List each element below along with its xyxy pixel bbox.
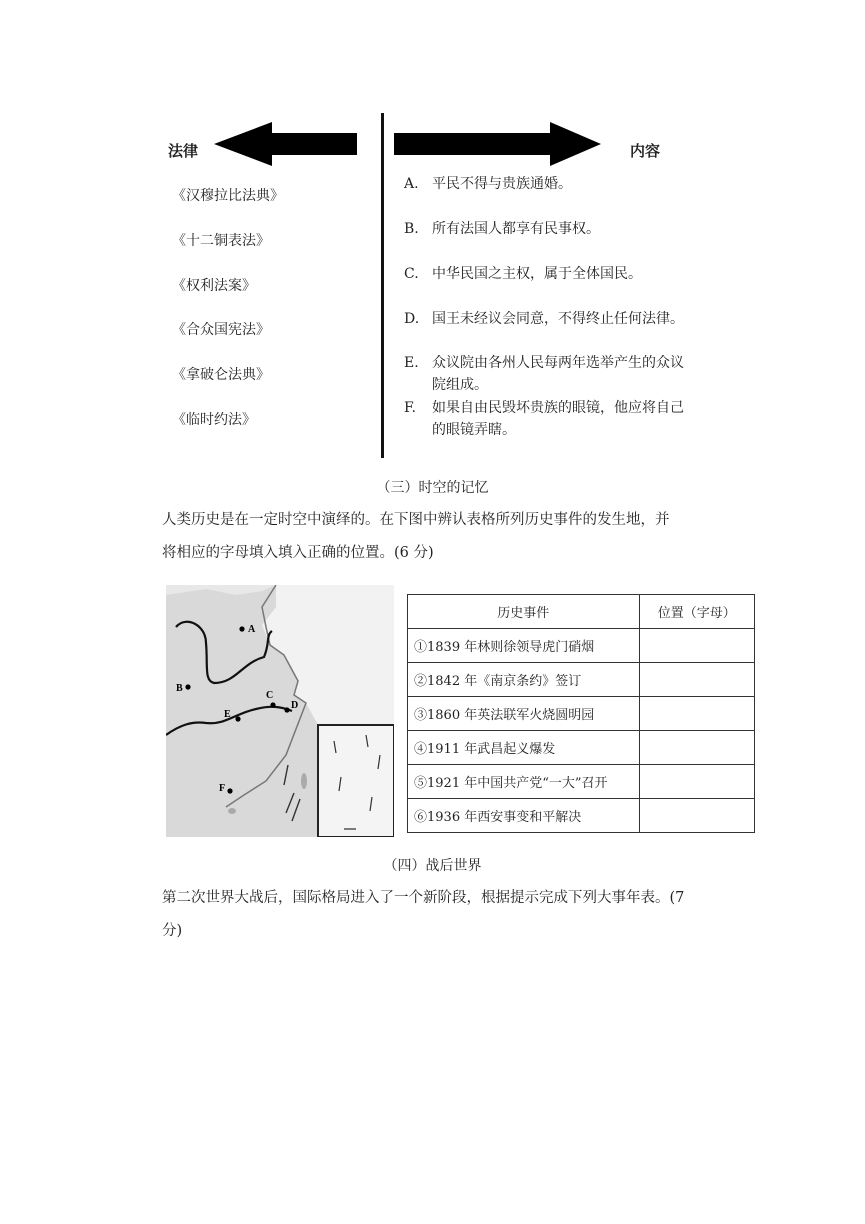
map-label-e: E	[224, 709, 231, 720]
instruction-line: 将相应的字母填入填入正确的位置。(6 分)	[162, 545, 434, 561]
law-item-5: 《拿破仑法典》	[172, 367, 270, 383]
left-arrow-icon	[214, 122, 358, 166]
option-d	[404, 308, 724, 330]
map-label-c: C	[266, 690, 274, 701]
instruction-line: 分)	[162, 923, 183, 939]
content-column-header: 内容	[630, 142, 661, 160]
events-table	[407, 594, 755, 833]
law-item-3: 《权利法案》	[172, 278, 256, 294]
position-answer-cell[interactable]	[639, 731, 754, 765]
option-c	[404, 263, 724, 285]
option-e	[404, 352, 724, 396]
option-text: 如果自由民毁坏贵族的眼镜，他应将自己	[432, 400, 684, 416]
law-column-header: 法律	[168, 142, 199, 160]
option-text-continued: 的眼镜弄瞎。	[432, 422, 516, 438]
map-label-f: F	[219, 783, 226, 794]
option-a	[404, 173, 724, 195]
section-title-4: （四）战后世界	[383, 858, 482, 874]
position-answer-cell[interactable]	[639, 663, 754, 697]
option-b	[404, 218, 724, 240]
option-text: 所有法国人都享有民事权。	[432, 221, 600, 237]
option-key: D.	[404, 311, 420, 327]
section-title-3: （三）时空的记忆	[376, 480, 489, 496]
section-4-instruction	[162, 882, 722, 948]
option-text: 国王未经议会同意，不得终止任何法律。	[432, 311, 684, 327]
section-3-instruction	[162, 504, 722, 570]
event-cell: ②1842 年《南京条约》签订	[408, 663, 640, 697]
option-key: C.	[404, 266, 419, 282]
option-text: 平民不得与贵族通婚。	[432, 176, 572, 192]
option-key: A.	[404, 176, 419, 192]
position-answer-cell[interactable]	[639, 799, 754, 833]
law-item-4: 《合众国宪法》	[172, 322, 270, 338]
china-map	[166, 585, 394, 837]
position-answer-cell[interactable]	[639, 629, 754, 663]
right-arrow-icon	[394, 122, 602, 166]
option-text: 中华民国之主权，属于全体国民。	[432, 266, 642, 282]
option-text: 众议院由各州人民每两年选举产生的众议	[432, 355, 684, 371]
header-position: 位置（字母）	[639, 595, 754, 629]
table-row	[408, 697, 755, 731]
table-row	[408, 765, 755, 799]
option-f	[404, 397, 724, 441]
map-label-d: D	[291, 700, 299, 711]
position-answer-cell[interactable]	[639, 765, 754, 799]
event-cell: ⑥1936 年西安事变和平解决	[408, 799, 640, 833]
map-label-a: A	[248, 624, 256, 635]
header-event: 历史事件	[408, 595, 640, 629]
table-row	[408, 799, 755, 833]
instruction-line: 第二次世界大战后，国际格局进入了一个新阶段，根据提示完成下列大事年表。(7	[162, 890, 685, 906]
divider	[381, 113, 384, 458]
map-label-b: B	[176, 683, 183, 694]
event-cell: ④1911 年武昌起义爆发	[408, 731, 640, 765]
option-key: F.	[404, 400, 416, 416]
law-item-2: 《十二铜表法》	[172, 233, 270, 249]
position-answer-cell[interactable]	[639, 697, 754, 731]
option-key: E.	[404, 355, 419, 371]
law-item-1: 《汉穆拉比法典》	[172, 188, 284, 204]
event-cell: ①1839 年林则徐领导虎门硝烟	[408, 629, 640, 663]
law-item-6: 《临时约法》	[172, 412, 256, 428]
option-text-continued: 院组成。	[432, 377, 488, 393]
table-row	[408, 731, 755, 765]
table-row	[408, 629, 755, 663]
option-key: B.	[404, 221, 419, 237]
instruction-line: 人类历史是在一定时空中演绎的。在下图中辨认表格所列历史事件的发生地，并	[162, 512, 670, 528]
event-cell: ⑤1921 年中国共产党“一大”召开	[408, 765, 640, 799]
table-header-row	[408, 595, 755, 629]
table-row	[408, 663, 755, 697]
event-cell: ③1860 年英法联军火烧圆明园	[408, 697, 640, 731]
